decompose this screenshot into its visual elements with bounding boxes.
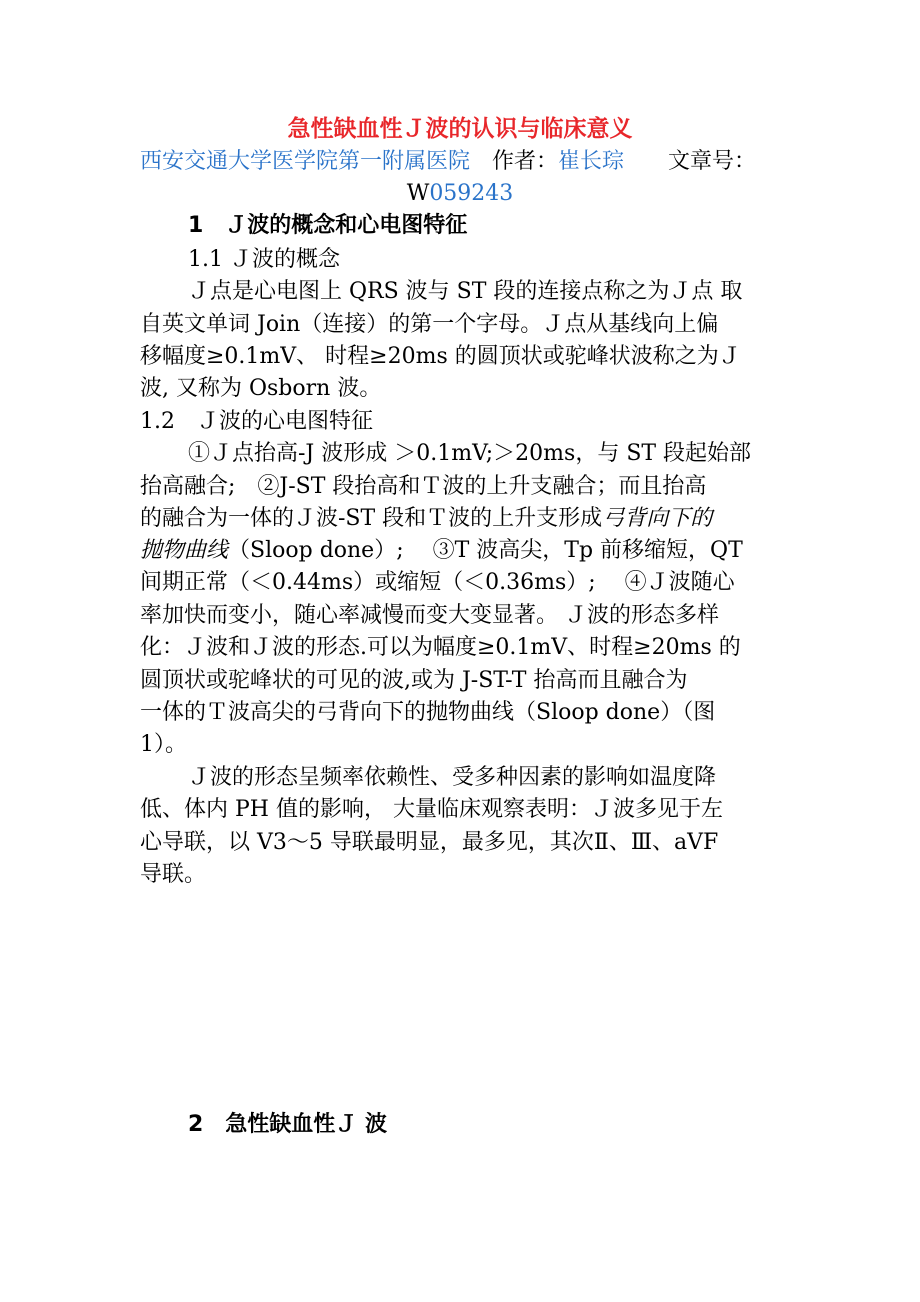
section1-1-heading: 1.1 Ｊ波的概念 — [188, 247, 340, 272]
para2-line4 — [140, 535, 743, 567]
section1-heading: 1 Ｊ波的概念和心电图特征 — [188, 213, 468, 238]
para3-line2: 低、体内 PH 值的影响， 大量临床观察表明：Ｊ波多见于左 — [140, 797, 723, 822]
author-label: 作者： — [492, 149, 559, 174]
document-title: 急性缺血性Ｊ波的认识与临床意义 — [287, 116, 633, 142]
para1-line4: 波, 又称为 Osborn 波。 — [140, 376, 382, 401]
para2-line2: 抬高融合; ②J-ST 段抬高和Ｔ波的上升支融合；而且抬高 — [140, 474, 707, 499]
para2-line10: 1）。 — [140, 732, 187, 757]
para2-line8: 圆顶状或驼峰状的可见的波,或为 J-ST-T 抬高而且融合为 — [140, 668, 688, 693]
para3-line1: Ｊ波的形态呈频率依赖性、受多种因素的影响如温度降 — [188, 765, 717, 790]
article-no-label: 文章号： — [668, 149, 757, 174]
byline — [140, 146, 790, 178]
para2-line4-italic: 抛物曲线 — [140, 538, 229, 563]
para2-line3-italic: 弓背向下的 — [602, 506, 713, 531]
article-number-prefix: W — [406, 181, 430, 206]
article-number-link[interactable]: 059243 — [429, 181, 514, 206]
para2-line1: ①Ｊ点抬高-J 波形成 ＞0.1mV;＞20ms，与 ST 段起始部 — [188, 441, 752, 466]
para2-line5: 间期正常（＜0.44ms）或缩短（＜0.36ms）; ④Ｊ波随心 — [140, 570, 735, 595]
para2-line9: 一体的Ｔ波高尖的弓背向下的抛物曲线（Sloop done）（图 — [140, 700, 716, 725]
para2-line4-text: （Sloop done）; ③T 波高尖，Tp 前移缩短，QT — [228, 538, 743, 563]
section2-heading: 2 急性缺血性Ｊ 波 — [188, 1112, 387, 1137]
para2-line3 — [140, 503, 712, 535]
para2-line3-text: 的融合为一体的Ｊ波-ST 段和Ｔ波的上升支形成 — [140, 506, 603, 531]
author-link[interactable]: 崔长琮 — [558, 149, 625, 174]
section1-2-heading: 1.2 Ｊ波的心电图特征 — [140, 409, 373, 434]
para1-line3: 移幅度≥0.1mV、 时程≥20ms 的圆顶状或驼峰状波称之为Ｊ — [140, 344, 741, 369]
para2-line6: 率加快而变小，随心率减慢而变大变显著。 Ｊ波的形态多样 — [140, 603, 719, 628]
para2-line7: 化：Ｊ波和Ｊ波的形态.可以为幅度≥0.1mV、时程≥20ms 的 — [140, 635, 741, 660]
para3-line4: 导联。 — [140, 862, 207, 887]
institution-link[interactable]: 西安交通大学医学院第一附属医院 — [140, 149, 471, 174]
para3-line3: 心导联，以 V3～5 导联最明显，最多见，其次Ⅱ、Ⅲ、aVF — [140, 830, 719, 855]
para1-line2: 自英文单词 Join（连接）的第一个字母。Ｊ点从基线向上偏 — [140, 312, 719, 337]
para1-line1: Ｊ点是心电图上 QRS 波与 ST 段的连接点称之为Ｊ点 取 — [188, 279, 743, 304]
article-number — [0, 178, 920, 210]
